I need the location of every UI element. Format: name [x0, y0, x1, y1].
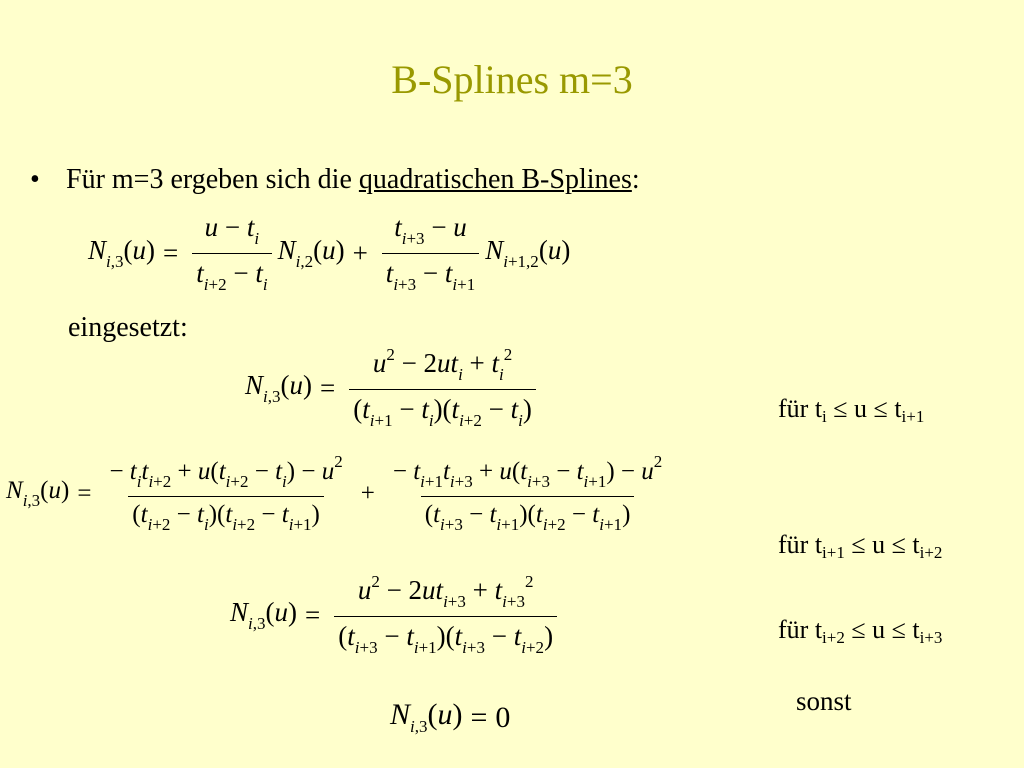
slide-title: B-Splines m=3 [391, 57, 633, 102]
condition-case-1: für $t_i \le u \le t_{i+1}$ [778, 394, 925, 426]
formula-case-2: $N_{i,3}(u)$ = $\frac{- t_it_{i+2} + u(t_{i+2} - t_i) - u^2}{(t_{i+2} - t_i)(t_{i+2} - t_{i+1})}$ + $\frac{- t_{i+1}t_{i+3} + u(t_{i+3} - t_{i+1}) - u^2}{(t_{i+3} - t_{i+1})(t_{i+2} - t_{i+1})}$ [6, 452, 663, 534]
formula-recursion: $N_{i,3}(u)$ = $\frac{u - t_i}{t_{i+2} - t_i}$ $N_{i,2}(u)$ + $\frac{t_{i+3} - u}{t_{i+3} - t_{i+1}}$ $N_{i+1,2}(u)$ [88, 212, 571, 294]
bullet-text-before: Für m=3 ergeben sich die [66, 164, 359, 195]
condition-case-2: für $t_{i+1} \le u \le t_{i+2}$ [778, 530, 943, 562]
formula-case-3: $N_{i,3}(u)$ = $\frac{u^2 - 2ut_{i+3} + t_{i+3}^2}{(t_{i+3} - t_{i+1})(t_{i+3} - t_{i+2})}$ [230, 572, 563, 658]
formula-case-1: $N_{i,3}(u)$ = $\frac{u^2 - 2ut_i + t_i^2}{(t_{i+1} - t_i)(t_{i+2} - t_i)}$ [245, 345, 542, 431]
bullet-text-after: : [631, 164, 640, 195]
condition-case-3: für $t_{i+2} \le u \le t_{i+3}$ [778, 615, 943, 647]
sonst-label: sonst [796, 686, 852, 716]
bullet-symbol: • [30, 164, 40, 195]
bullet-intro [30, 164, 640, 196]
formula-otherwise: $N_{i,3}(u)$ = 0 [390, 698, 511, 736]
eingesetzt-label: eingesetzt: [68, 312, 188, 343]
bullet-underlined-term: quadratischen B-Splines [358, 164, 632, 195]
